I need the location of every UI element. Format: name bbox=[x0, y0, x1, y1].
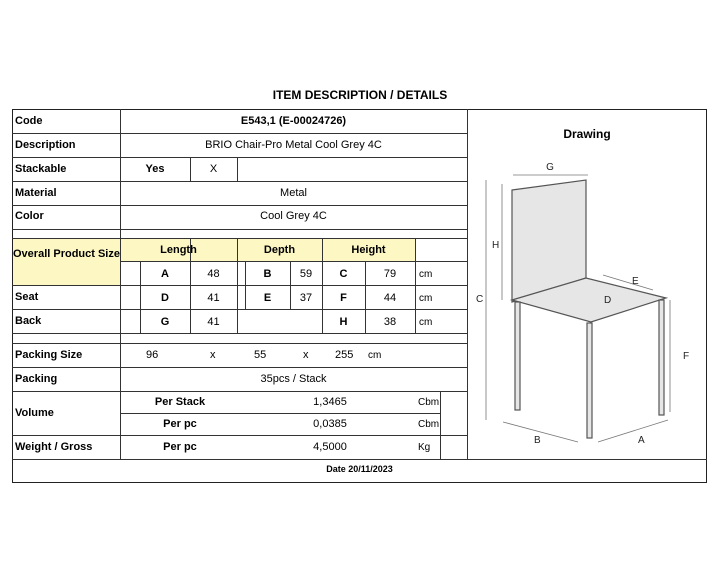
stackable-yes: Yes bbox=[145, 163, 165, 175]
back-height-value: 38 bbox=[383, 316, 397, 328]
packing-value: 35pcs / Stack bbox=[260, 373, 327, 385]
height-header: Height bbox=[351, 244, 386, 256]
weight-label: Weight / Gross bbox=[15, 441, 93, 453]
overall-unit: cm bbox=[419, 269, 433, 280]
color-value: Cool Grey 4C bbox=[260, 210, 327, 222]
packing-length: 96 bbox=[146, 349, 159, 361]
label-g: G bbox=[546, 162, 554, 173]
overall-depth-key: B bbox=[263, 268, 272, 280]
per-pc-unit: Cbm bbox=[418, 419, 440, 430]
stackable-label: Stackable bbox=[15, 163, 67, 175]
packing-x2: x bbox=[303, 349, 309, 361]
label-c: C bbox=[476, 294, 484, 305]
overall-height-value: 79 bbox=[383, 268, 397, 280]
label-a: A bbox=[638, 435, 645, 446]
material-label: Material bbox=[15, 187, 57, 199]
code-value: E543,1 (E-00024726) bbox=[240, 115, 347, 127]
packing-label: Packing bbox=[15, 373, 58, 385]
back-length-key: G bbox=[160, 316, 170, 328]
description-label: Description bbox=[15, 139, 76, 151]
seat-height-value: 44 bbox=[383, 292, 397, 304]
per-pc-value: 0,0385 bbox=[313, 418, 347, 430]
seat-length-value: 41 bbox=[207, 292, 220, 304]
chair-drawing bbox=[468, 150, 706, 455]
seat-unit: cm bbox=[419, 293, 433, 304]
description-value: BRIO Chair-Pro Metal Cool Grey 4C bbox=[205, 139, 382, 151]
color-label: Color bbox=[15, 210, 44, 222]
overall-size-label bbox=[13, 247, 120, 262]
length-header: Length bbox=[160, 244, 197, 256]
drawing-title: Drawing bbox=[563, 127, 611, 141]
packing-unit: cm bbox=[368, 350, 382, 361]
seat-length-key: D bbox=[161, 292, 169, 304]
material-value: Metal bbox=[280, 187, 307, 199]
page-title: ITEM DESCRIPTION / DETAILS bbox=[272, 88, 448, 102]
per-stack-unit: Cbm bbox=[418, 397, 440, 408]
overall-height-key: C bbox=[339, 268, 348, 280]
seat-depth-key: E bbox=[263, 292, 272, 304]
date-footer: Date 20/11/2023 bbox=[326, 464, 393, 474]
per-stack-value: 1,3465 bbox=[313, 396, 347, 408]
back-length-value: 41 bbox=[207, 316, 220, 328]
weight-unit: Kg bbox=[418, 442, 431, 453]
seat-depth-value: 37 bbox=[299, 292, 313, 304]
back-unit: cm bbox=[419, 317, 433, 328]
packing-height: 255 bbox=[335, 349, 354, 361]
packing-size-label: Packing Size bbox=[15, 349, 83, 361]
label-h: H bbox=[492, 240, 500, 251]
packing-width: 55 bbox=[254, 349, 267, 361]
packing-x1: x bbox=[210, 349, 216, 361]
weight-per-pc-label: Per pc bbox=[163, 441, 197, 453]
seat-label: Seat bbox=[15, 291, 39, 303]
overall-length-key: A bbox=[161, 268, 169, 280]
overall-length-value: 48 bbox=[207, 268, 220, 280]
label-e: E bbox=[632, 276, 639, 287]
code-label: Code bbox=[15, 115, 43, 127]
weight-value: 4,5000 bbox=[313, 441, 347, 453]
overall-size-text: Overall Product Size bbox=[13, 248, 120, 260]
label-d: D bbox=[604, 295, 612, 306]
volume-label: Volume bbox=[15, 407, 54, 419]
seat-height-key: F bbox=[340, 292, 347, 304]
stackable-mark: X bbox=[209, 163, 218, 175]
overall-depth-value: 59 bbox=[299, 268, 313, 280]
label-f: F bbox=[683, 351, 690, 362]
label-b: B bbox=[534, 435, 541, 446]
per-stack-label: Per Stack bbox=[154, 396, 206, 408]
overall-size-highlight bbox=[13, 239, 120, 285]
back-height-key: H bbox=[339, 316, 348, 328]
per-pc-label: Per pc bbox=[163, 418, 197, 430]
back-label: Back bbox=[15, 315, 42, 327]
depth-header: Depth bbox=[263, 244, 296, 256]
